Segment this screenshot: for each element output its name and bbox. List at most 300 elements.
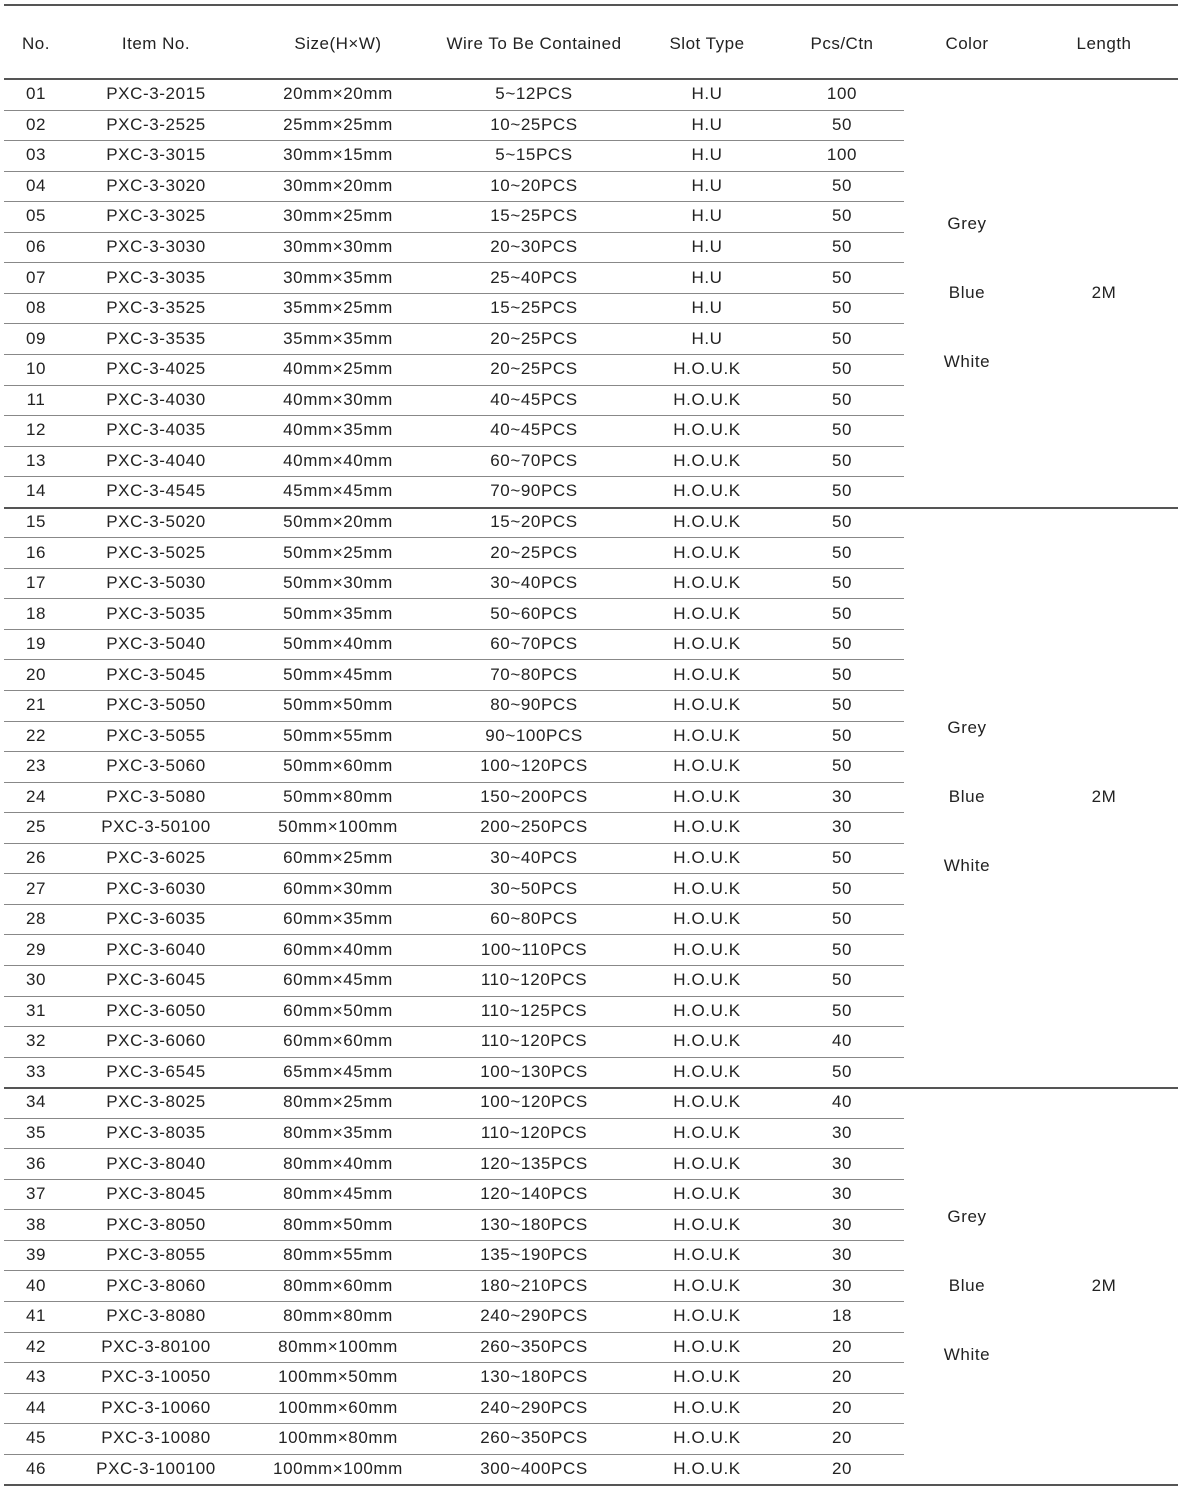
table-cell-pcs-per-carton: 18 [831,1306,853,1326]
table-cell-wire-capacity: 130~180PCS [480,1367,588,1387]
table-cell-size: 30mm×25mm [283,206,393,226]
table-cell-size: 40mm×25mm [283,359,393,379]
table-cell-item-no: PXC-3-8035 [106,1122,206,1142]
row-divider [4,1393,904,1394]
table-cell-size: 80mm×40mm [283,1153,393,1173]
table-cell-wire-capacity: 30~50PCS [490,878,578,898]
table-cell-wire-capacity: 260~350PCS [480,1336,588,1356]
table-cell-size: 80mm×25mm [283,1092,393,1112]
table-cell-slot-type: H.O.U.K [673,848,741,868]
table-cell-wire-capacity: 200~250PCS [480,817,588,837]
table-cell-item-no: PXC-3-3020 [106,175,206,195]
table-cell-slot-type: H.O.U.K [673,878,741,898]
table-cell-pcs-per-carton: 50 [831,939,853,959]
table-cell-size: 50mm×30mm [283,573,393,593]
table-cell-item-no: PXC-3-4030 [106,389,206,409]
table-cell-slot-type: H.O.U.K [673,1092,741,1112]
table-cell-item-no: PXC-3-6040 [106,939,206,959]
table-cell-size: 35mm×25mm [283,298,393,318]
table-cell-slot-type: H.U [691,175,723,195]
row-divider [4,140,904,141]
table-cell-pcs-per-carton: 50 [831,1061,853,1081]
table-cell-no: 40 [25,1275,47,1295]
row-divider [4,629,904,630]
table-cell-no: 20 [25,664,47,684]
table-cell-wire-capacity: 120~140PCS [480,1184,588,1204]
table-cell-no: 08 [25,298,47,318]
table-cell-pcs-per-carton: 20 [831,1459,853,1479]
row-divider [4,843,904,844]
table-cell-wire-capacity: 15~25PCS [490,298,578,318]
table-cell-slot-type: H.O.U.K [673,359,741,379]
table-cell-wire-capacity: 90~100PCS [485,725,583,745]
table-cell-slot-type: H.O.U.K [673,1306,741,1326]
table-cell-item-no: PXC-3-6045 [106,970,206,990]
table-cell-no: 35 [25,1122,47,1142]
table-cell-item-no: PXC-3-3025 [106,206,206,226]
table-cell-slot-type: H.O.U.K [673,481,741,501]
table-cell-no: 03 [25,145,47,165]
table-cell-slot-type: H.O.U.K [673,970,741,990]
row-divider [4,659,904,660]
row-divider [4,1423,904,1424]
table-cell-wire-capacity: 5~15PCS [495,145,573,165]
table-cell-no: 37 [25,1184,47,1204]
table-cell-no: 32 [25,1031,47,1051]
table-cell-item-no: PXC-3-10050 [101,1367,211,1387]
table-cell-size: 100mm×60mm [278,1397,398,1417]
table-cell-no: 01 [25,84,47,104]
row-divider [4,293,904,294]
row-divider [4,537,904,538]
table-cell-size: 80mm×100mm [278,1336,398,1356]
table-cell-wire-capacity: 20~25PCS [490,542,578,562]
table-cell-pcs-per-carton: 50 [831,389,853,409]
table-cell-slot-type: H.U [691,84,723,104]
table-cell-size: 30mm×20mm [283,175,393,195]
table-cell-no: 30 [25,970,47,990]
table-cell-item-no: PXC-3-6025 [106,848,206,868]
table-cell-no: 25 [25,817,47,837]
row-divider [4,690,904,691]
table-cell-slot-type: H.O.U.K [673,634,741,654]
table-cell-slot-type: H.U [691,114,723,134]
table-cell-pcs-per-carton: 50 [831,634,853,654]
table-cell-pcs-per-carton: 50 [831,175,853,195]
table-cell-item-no: PXC-3-8080 [106,1306,206,1326]
table-cell-wire-capacity: 60~70PCS [490,450,578,470]
table-cell-wire-capacity: 70~90PCS [490,481,578,501]
color-option: Blue [948,282,986,302]
table-cell-pcs-per-carton: 50 [831,511,853,531]
table-cell-no: 39 [25,1245,47,1265]
table-cell-wire-capacity: 260~350PCS [480,1428,588,1448]
table-cell-slot-type: H.O.U.K [673,1000,741,1020]
table-cell-slot-type: H.U [691,298,723,318]
row-divider [4,171,904,172]
table-cell-pcs-per-carton: 30 [831,1245,853,1265]
column-header: No. [22,34,50,53]
table-cell-wire-capacity: 10~25PCS [490,114,578,134]
row-divider [4,1118,904,1119]
table-cell-pcs-per-carton: 30 [831,786,853,806]
table-cell-item-no: PXC-3-3535 [106,328,206,348]
table-cell-wire-capacity: 50~60PCS [490,603,578,623]
table-cell-item-no: PXC-3-3015 [106,145,206,165]
table-cell-slot-type: H.O.U.K [673,1459,741,1479]
table-cell-pcs-per-carton: 20 [831,1397,853,1417]
table-cell-no: 43 [25,1367,47,1387]
table-cell-no: 46 [25,1459,47,1479]
color-option: Blue [948,786,986,806]
table-cell-slot-type: H.O.U.K [673,389,741,409]
table-cell-item-no: PXC-3-5025 [106,542,206,562]
group-divider [4,507,1178,509]
row-divider [4,1148,904,1149]
table-cell-wire-capacity: 240~290PCS [480,1306,588,1326]
table-cell-item-no: PXC-3-5060 [106,756,206,776]
table-cell-pcs-per-carton: 50 [831,542,853,562]
table-cell-wire-capacity: 110~120PCS [480,1031,588,1051]
table-cell-pcs-per-carton: 50 [831,298,853,318]
table-cell-pcs-per-carton: 50 [831,909,853,929]
table-cell-item-no: PXC-3-5080 [106,786,206,806]
table-cell-item-no: PXC-3-6050 [106,1000,206,1020]
row-divider [4,1270,904,1271]
row-divider [4,873,904,874]
column-header: Color [945,34,989,53]
row-divider [4,323,904,324]
table-cell-wire-capacity: 135~190PCS [480,1245,588,1265]
table-cell-item-no: PXC-3-4545 [106,481,206,501]
table-cell-pcs-per-carton: 50 [831,573,853,593]
table-cell-slot-type: H.O.U.K [673,450,741,470]
table-cell-pcs-per-carton: 50 [831,970,853,990]
table-cell-no: 11 [26,389,46,409]
row-divider [4,1240,904,1241]
table-cell-no: 10 [25,359,47,379]
table-cell-item-no: PXC-3-5040 [106,634,206,654]
color-option: White [943,1344,991,1364]
table-cell-slot-type: H.O.U.K [673,1184,741,1204]
table-cell-no: 18 [25,603,47,623]
table-cell-pcs-per-carton: 50 [831,481,853,501]
row-divider [4,1057,904,1058]
table-cell-wire-capacity: 130~180PCS [480,1214,588,1234]
row-divider [4,782,904,783]
table-cell-slot-type: H.O.U.K [673,664,741,684]
table-cell-size: 80mm×50mm [283,1214,393,1234]
table-cell-wire-capacity: 40~45PCS [490,389,578,409]
table-cell-pcs-per-carton: 50 [831,237,853,257]
table-cell-size: 40mm×40mm [283,450,393,470]
table-cell-wire-capacity: 15~25PCS [490,206,578,226]
row-divider [4,721,904,722]
table-cell-pcs-per-carton: 50 [831,420,853,440]
table-cell-item-no: PXC-3-6545 [106,1061,206,1081]
table-cell-wire-capacity: 30~40PCS [490,848,578,868]
table-cell-item-no: PXC-3-2015 [106,84,206,104]
table-cell-no: 07 [25,267,47,287]
color-option: Grey [947,213,987,233]
table-cell-wire-capacity: 20~25PCS [490,359,578,379]
table-cell-no: 38 [25,1214,47,1234]
table-cell-pcs-per-carton: 50 [831,450,853,470]
table-cell-pcs-per-carton: 50 [831,359,853,379]
table-cell-wire-capacity: 80~90PCS [490,695,578,715]
table-cell-no: 21 [25,695,47,715]
table-cell-size: 100mm×80mm [278,1428,398,1448]
table-cell-no: 24 [25,786,47,806]
table-cell-pcs-per-carton: 30 [831,1275,853,1295]
table-cell-size: 50mm×55mm [283,725,393,745]
table-cell-size: 50mm×60mm [283,756,393,776]
table-cell-slot-type: H.O.U.K [673,511,741,531]
table-cell-no: 34 [25,1092,47,1112]
table-cell-pcs-per-carton: 50 [831,695,853,715]
table-cell-size: 60mm×30mm [283,878,393,898]
table-cell-no: 44 [25,1397,47,1417]
table-cell-item-no: PXC-3-5030 [106,573,206,593]
table-cell-size: 60mm×25mm [283,848,393,868]
table-cell-no: 33 [25,1061,47,1081]
table-cell-no: 36 [25,1153,47,1173]
color-option: White [943,855,991,875]
table-cell-slot-type: H.U [691,237,723,257]
table-cell-wire-capacity: 20~30PCS [490,237,578,257]
row-divider [4,934,904,935]
table-cell-size: 60mm×60mm [283,1031,393,1051]
column-header: Length [1076,34,1132,53]
table-cell-item-no: PXC-3-4025 [106,359,206,379]
row-divider [4,904,904,905]
table-cell-item-no: PXC-3-3525 [106,298,206,318]
table-cell-slot-type: H.O.U.K [673,1031,741,1051]
table-cell-slot-type: H.O.U.K [673,1336,741,1356]
table-cell-item-no: PXC-3-8025 [106,1092,206,1112]
table-cell-size: 60mm×50mm [283,1000,393,1020]
table-cell-size: 20mm×20mm [283,84,393,104]
table-cell-slot-type: H.O.U.K [673,1153,741,1173]
row-divider [4,446,904,447]
table-cell-no: 04 [25,175,47,195]
table-cell-size: 80mm×60mm [283,1275,393,1295]
table-cell-size: 80mm×55mm [283,1245,393,1265]
color-option: White [943,351,991,371]
length-value: 2M [1091,282,1117,302]
table-cell-no: 27 [25,878,47,898]
table-cell-no: 02 [25,114,47,134]
table-cell-slot-type: H.O.U.K [673,603,741,623]
table-cell-slot-type: H.O.U.K [673,695,741,715]
table-cell-wire-capacity: 100~120PCS [480,1092,588,1112]
table-cell-wire-capacity: 20~25PCS [490,328,578,348]
table-cell-size: 80mm×45mm [283,1184,393,1204]
table-cell-slot-type: H.O.U.K [673,1428,741,1448]
table-cell-no: 23 [25,756,47,776]
table-cell-pcs-per-carton: 30 [831,1184,853,1204]
table-cell-no: 19 [25,634,47,654]
table-cell-slot-type: H.O.U.K [673,542,741,562]
table-cell-item-no: PXC-3-80100 [101,1336,211,1356]
color-option: Blue [948,1275,986,1295]
table-cell-wire-capacity: 30~40PCS [490,573,578,593]
table-cell-item-no: PXC-3-5055 [106,725,206,745]
table-cell-wire-capacity: 300~400PCS [480,1459,588,1479]
table-cell-size: 30mm×35mm [283,267,393,287]
row-divider [4,812,904,813]
table-cell-slot-type: H.O.U.K [673,786,741,806]
table-cell-wire-capacity: 110~120PCS [480,970,588,990]
table-cell-no: 31 [25,1000,47,1020]
table-cell-slot-type: H.O.U.K [673,1061,741,1081]
row-divider [4,1454,904,1455]
group-divider [4,1087,1178,1089]
row-divider [4,232,904,233]
table-cell-size: 65mm×45mm [283,1061,393,1081]
table-cell-slot-type: H.O.U.K [673,1397,741,1417]
table-cell-no: 26 [25,848,47,868]
table-cell-pcs-per-carton: 40 [831,1031,853,1051]
table-cell-wire-capacity: 120~135PCS [480,1153,588,1173]
table-cell-no: 12 [25,420,47,440]
table-cell-wire-capacity: 5~12PCS [495,84,573,104]
table-cell-pcs-per-carton: 50 [831,206,853,226]
table-cell-wire-capacity: 40~45PCS [490,420,578,440]
table-cell-size: 40mm×30mm [283,389,393,409]
table-cell-size: 50mm×25mm [283,542,393,562]
table-cell-no: 41 [25,1306,47,1326]
table-cell-wire-capacity: 240~290PCS [480,1397,588,1417]
table-cell-no: 28 [25,909,47,929]
row-divider [4,1362,904,1363]
table-cell-item-no: PXC-3-100100 [96,1459,216,1479]
row-divider [4,354,904,355]
table-cell-no: 22 [25,725,47,745]
table-cell-pcs-per-carton: 30 [831,817,853,837]
length-value: 2M [1091,786,1117,806]
table-cell-slot-type: H.O.U.K [673,420,741,440]
table-cell-no: 16 [25,542,47,562]
table-cell-slot-type: H.O.U.K [673,725,741,745]
row-divider [4,201,904,202]
table-cell-wire-capacity: 60~70PCS [490,634,578,654]
table-cell-no: 42 [25,1336,47,1356]
table-cell-item-no: PXC-3-8045 [106,1184,206,1204]
row-divider [4,996,904,997]
table-cell-size: 50mm×20mm [283,511,393,531]
table-cell-size: 60mm×35mm [283,909,393,929]
row-divider [4,751,904,752]
row-divider [4,1301,904,1302]
table-cell-size: 50mm×40mm [283,634,393,654]
table-cell-pcs-per-carton: 50 [831,848,853,868]
table-cell-item-no: PXC-3-3035 [106,267,206,287]
table-cell-size: 50mm×35mm [283,603,393,623]
table-cell-pcs-per-carton: 50 [831,114,853,134]
row-divider [4,415,904,416]
table-cell-item-no: PXC-3-8060 [106,1275,206,1295]
row-divider [4,965,904,966]
row-divider [4,1026,904,1027]
table-cell-wire-capacity: 180~210PCS [480,1275,588,1295]
row-divider [4,598,904,599]
table-cell-size: 50mm×100mm [278,817,398,837]
table-cell-item-no: PXC-3-8055 [106,1245,206,1265]
table-cell-item-no: PXC-3-4040 [106,450,206,470]
table-cell-item-no: PXC-3-6035 [106,909,206,929]
table-cell-pcs-per-carton: 50 [831,725,853,745]
table-cell-no: 14 [25,481,47,501]
table-cell-pcs-per-carton: 100 [826,145,858,165]
table-cell-item-no: PXC-3-4035 [106,420,206,440]
table-cell-size: 35mm×35mm [283,328,393,348]
table-cell-slot-type: H.U [691,328,723,348]
table-cell-size: 80mm×35mm [283,1122,393,1142]
table-cell-no: 15 [25,511,47,531]
table-cell-pcs-per-carton: 40 [831,1092,853,1112]
table-cell-slot-type: H.O.U.K [673,1214,741,1234]
table-cell-pcs-per-carton: 20 [831,1428,853,1448]
group-divider [4,1484,1178,1486]
table-cell-no: 29 [25,939,47,959]
table-cell-slot-type: H.O.U.K [673,1367,741,1387]
table-cell-no: 05 [25,206,47,226]
table-cell-item-no: PXC-3-6060 [106,1031,206,1051]
table-cell-pcs-per-carton: 30 [831,1153,853,1173]
row-divider [4,1332,904,1333]
color-option: Grey [947,717,987,737]
row-divider [4,476,904,477]
table-cell-pcs-per-carton: 50 [831,756,853,776]
table-cell-slot-type: H.O.U.K [673,1245,741,1265]
table-cell-wire-capacity: 15~20PCS [490,511,578,531]
table-cell-size: 50mm×80mm [283,786,393,806]
table-cell-size: 50mm×50mm [283,695,393,715]
table-cell-no: 06 [25,237,47,257]
table-cell-slot-type: H.U [691,267,723,287]
row-divider [4,1179,904,1180]
table-cell-item-no: PXC-3-8040 [106,1153,206,1173]
row-divider [4,262,904,263]
table-cell-slot-type: H.O.U.K [673,939,741,959]
row-divider [4,110,904,111]
table-cell-slot-type: H.O.U.K [673,817,741,837]
table-cell-item-no: PXC-3-3030 [106,237,206,257]
table-cell-wire-capacity: 100~130PCS [480,1061,588,1081]
table-cell-slot-type: H.O.U.K [673,1122,741,1142]
row-divider [4,385,904,386]
table-cell-item-no: PXC-3-10060 [101,1397,211,1417]
table-top-border [4,4,1178,6]
table-cell-item-no: PXC-3-5050 [106,695,206,715]
table-cell-size: 100mm×50mm [278,1367,398,1387]
table-cell-size: 40mm×35mm [283,420,393,440]
table-cell-pcs-per-carton: 100 [826,84,858,104]
table-cell-item-no: PXC-3-10080 [101,1428,211,1448]
column-header: Size(H×W) [294,34,382,53]
table-cell-size: 80mm×80mm [283,1306,393,1326]
table-cell-size: 30mm×15mm [283,145,393,165]
table-cell-wire-capacity: 150~200PCS [480,786,588,806]
table-cell-slot-type: H.O.U.K [673,1275,741,1295]
color-option: Grey [947,1206,987,1226]
row-divider [4,1209,904,1210]
table-cell-pcs-per-carton: 50 [831,328,853,348]
table-cell-item-no: PXC-3-5045 [106,664,206,684]
table-cell-wire-capacity: 100~120PCS [480,756,588,776]
table-cell-item-no: PXC-3-2525 [106,114,206,134]
